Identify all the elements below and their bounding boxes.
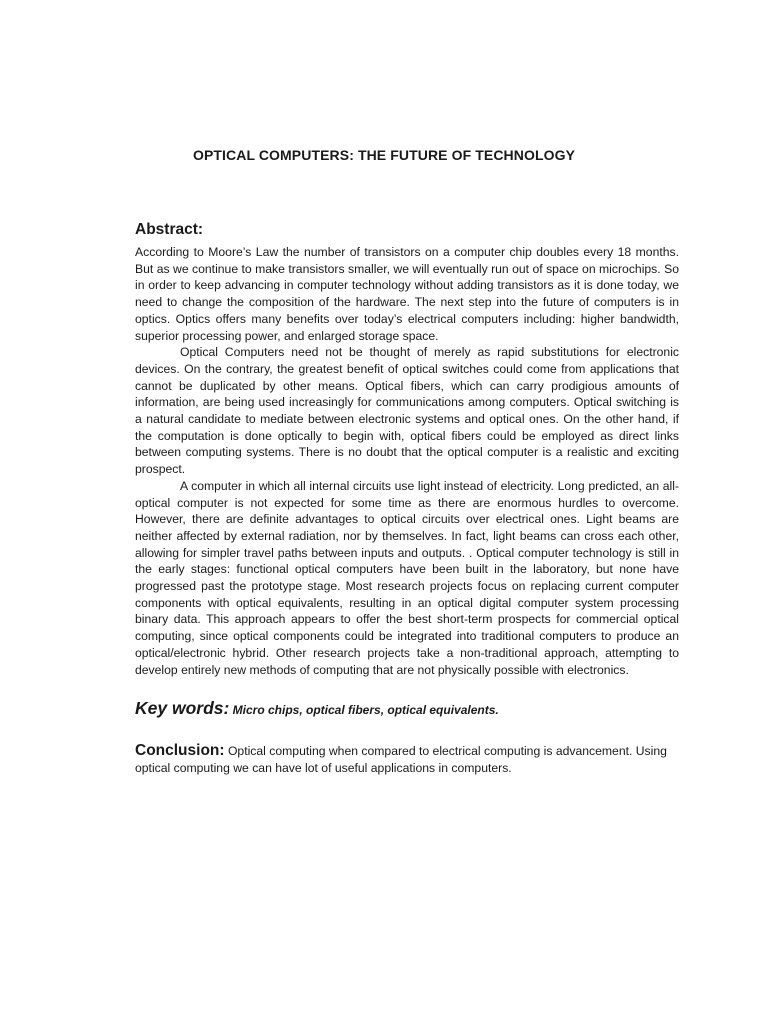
- conclusion-section: [135, 742, 683, 777]
- keywords-text: Micro chips, optical fibers, optical equivalents.: [229, 703, 499, 717]
- conclusion-label: Conclusion:: [135, 742, 225, 759]
- document-title: OPTICAL COMPUTERS: THE FUTURE OF TECHNOLOGY: [192, 147, 576, 163]
- abstract-body: [135, 244, 679, 678]
- abstract-paragraph-2: Optical Computers need not be thought of merely as rapid substitutions for electronic devices. On the contrary, the greatest benefit of optical switches could come from applications that cannot be duplicated by other means. Optical fibers, which can carry prodigious amounts of information, are being used increasingly for communications among computers. Optical switching is a natural candidate to mediate between electronic systems and optical ones. On the other hand, if the computation is done optically to begin with, optical fibers could be employed as direct links between computing systems. There is no doubt that the optical computer is a realistic and exciting prospect.: [135, 345, 679, 477]
- abstract-paragraph-1: According to Moore’s Law the number of transistors on a computer chip doubles every 18 months. But as we continue to make transistors smaller, we will eventually run out of space on microchips. So in order to keep advancing in computer technology without adding transistors as it is done today, we need to change the composition of the hardware. The next step into the future of computers is in optics. Optics offers many benefits over today’s electrical computers including: higher bandwidth, superior processing power, and enlarged storage space.: [135, 245, 679, 343]
- conclusion-text: Optical computing when compared to electrical computing is advancement. Using optical computing we can have lot of useful applications in computers.: [135, 744, 667, 775]
- abstract-heading: Abstract:: [135, 221, 204, 238]
- keywords-line: [135, 698, 695, 719]
- abstract-paragraph-3: A computer in which all internal circuits use light instead of electricity. Long predicted, an all-optical computer is not expected for some time as there are enormous hurdles to overcome. However, there are definite advantages to optical circuits over electrical ones. Light beams are neither affected by external radiation, nor by themselves. In fact, light beams can cross each other, allowing for simpler travel paths between inputs and outputs. . Optical computer technology is still in the early stages: functional optical computers have been built in the laboratory, but none have progressed past the prototype stage. Most research projects focus on replacing current computer components with optical equivalents, resulting in an optical digital computer system processing binary data. This approach appears to offer the best short-term prospects for commercial optical computing, since optical components could be integrated into traditional computers to produce an optical/electronic hybrid. Other research projects take a non-traditional approach, attempting to develop entirely new methods of computing that are not physically possible with electronics.: [135, 478, 679, 677]
- keywords-label: Key words:: [135, 698, 230, 718]
